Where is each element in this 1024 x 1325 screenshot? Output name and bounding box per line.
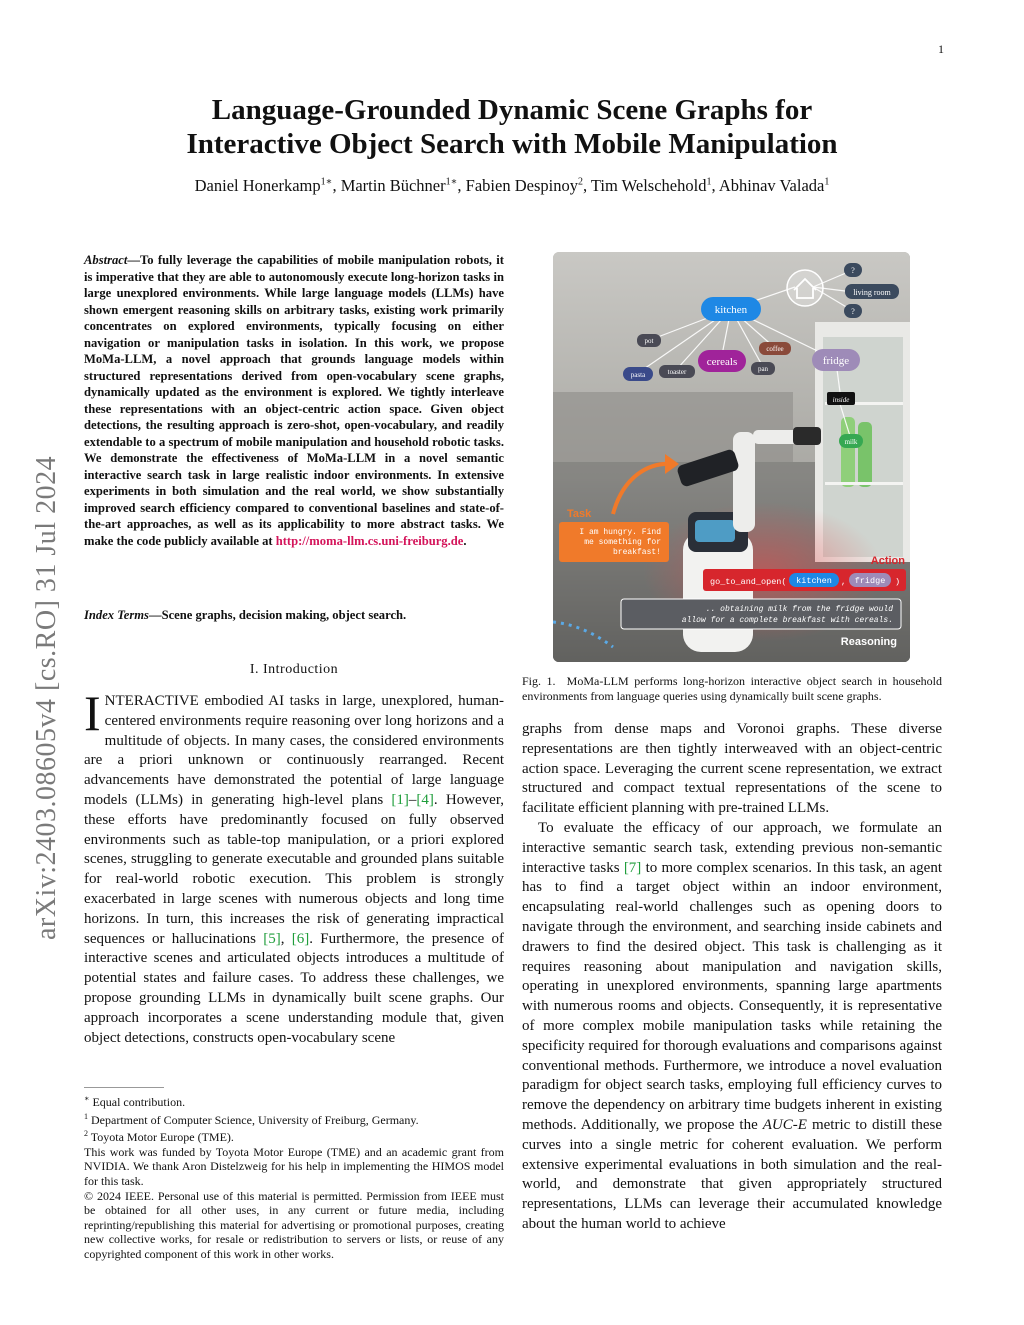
abstract (84, 252, 504, 549)
svg-text:living room: living room (853, 288, 891, 297)
task-line-2: me something for (584, 538, 661, 547)
house-node (787, 270, 823, 306)
footnote-equal (84, 1092, 504, 1110)
intro-p1: embodied AI tasks in large, unexplored, human-centered environments require reasoning over long horizons and a multitude of objects. In many cases, the considered environments are a priori unknown or continuously rearranged. Recent advancements have demonstrated the potential of large language models (LLMs) in generating high-level plans (84, 693, 504, 808)
author-3-affil: 2 (577, 176, 583, 188)
svg-text:?: ? (851, 307, 855, 316)
node-pot (637, 334, 661, 347)
footnote-affil-2 (84, 1127, 504, 1145)
footnote-text: Toyota Motor Europe (TME). (88, 1130, 234, 1145)
intro-text (84, 685, 505, 1048)
right-column-text (522, 720, 942, 1235)
svg-text:coffee: coffee (766, 345, 784, 353)
svg-text:,: , (841, 577, 847, 587)
caption-text: MoMa-LLM performs long-horizon interactive object search in household environments from language queries using dynamically built scene graphs. (522, 674, 943, 703)
svg-text:inside: inside (832, 396, 850, 404)
citation-5[interactable]: [5] (263, 930, 281, 947)
node-unknown-1 (844, 263, 862, 277)
node-coffee (759, 342, 791, 355)
auc-e-term: AUC-E (762, 1116, 807, 1133)
svg-text:kitchen: kitchen (796, 576, 832, 586)
author-5: Abhinav Valada (718, 176, 825, 195)
svg-text:?: ? (851, 266, 855, 275)
svg-text:go_to_and_open(: go_to_and_open( (710, 577, 787, 587)
svg-text:fridge: fridge (822, 355, 850, 367)
task-line-3: breakfast! (612, 548, 661, 557)
node-living-room (845, 284, 899, 299)
svg-text:pan: pan (757, 365, 769, 373)
svg-text:toaster: toaster (667, 368, 687, 376)
svg-text:Action: Action (870, 555, 905, 567)
intro-first-word: NTERACTIVE (104, 693, 199, 709)
dropcap: I (84, 685, 101, 741)
footnote-text: Equal contribution. (89, 1095, 186, 1109)
node-unknown-2 (844, 304, 862, 318)
author-1-affil: 1∗ (320, 176, 333, 188)
footnote-mark: 2 (84, 1129, 88, 1139)
author-1: Daniel Honerkamp (194, 176, 321, 195)
author-5-affil: 1 (824, 176, 830, 188)
footnote-text: Department of Computer Science, University of Freiburg, Germany. (88, 1112, 419, 1127)
node-milk (839, 434, 863, 448)
node-kitchen (701, 297, 761, 321)
citation-sep: – (408, 791, 417, 808)
node-pan (751, 362, 775, 375)
citation-6[interactable]: [6] (291, 930, 310, 947)
task-line-1: I am hungry. Find (579, 528, 661, 537)
paragraph-2 (522, 819, 942, 1235)
figure-1 (553, 252, 910, 662)
footnotes (84, 1087, 504, 1262)
caption-label: Fig. 1. (522, 674, 556, 688)
citation-sep: , (280, 930, 292, 947)
author-4: Tim Welschehold (590, 176, 707, 195)
intro-p3: . Furthermore, the presence of interactive scenes and articulated objects introduces a multitude of potential states and failure cases. To address these challenges, we propose grounding LLMs in dynamically built scene graphs. Our approach incorporates a scene understanding module that, given object detections, constructs open-vocabulary scene (84, 930, 505, 1046)
node-inside (827, 392, 855, 405)
reasoning-line-1: .. obtaining milk from the fridge would (705, 605, 893, 614)
figure-illustration (553, 252, 910, 662)
paragraph-1: graphs from dense maps and Voronoi graphs. These diverse representations are then tightly interweaved with an object-centric action space. Leveraging the current scene representation, we extract structured and compact textual representations of the scene to facilitate efficient planning with pre-trained LLMs. (522, 721, 942, 817)
abstract-lead: Abstract (84, 253, 128, 267)
svg-text:kitchen: kitchen (714, 304, 748, 316)
author-4-affil: 1 (706, 176, 712, 188)
title-line-2: Interactive Object Search with Mobile Manipulation (186, 128, 838, 160)
svg-text:pot: pot (644, 337, 654, 345)
svg-text:pasta: pasta (630, 371, 646, 379)
abstract-body: —To fully leverage the capabilities of mobile manipulation robots, it is imperative that they are able to autonomously execute long-horizon tasks in large unexplored environments. While large language models (LLMs) have shown emergent reasoning skills on arbitrary tasks, existing work primarily concentrates on explored environments, typically focusing on either navigation or manipulation tasks in isolation. In this work, we propose MoMa-LLM, a novel approach that grounds language models within structured representations derived from open-vocabulary scene graphs, dynamically updated as the environment is explored. We tightly interleave these representations with an object-centric action space. Given object detections, the resulting approach is zero-shot, open-vocabulary, and readily extendable to a spectrum of mobile manipulation and household robotic tasks. We demonstrate the effectiveness of MoMa-LLM in a novel semantic interactive search task in large realistic indoor environments. In extensive experiments in both simulation and the real world, we show substantially improved search efficiency compared to conventional baselines and state-of-the-art approaches, as well as its applicability to more abstract tasks. We make the code publicly available at (84, 253, 504, 548)
citation-7[interactable]: [7] (623, 859, 642, 876)
footnote-funding: This work was funded by Toyota Motor Europe (TME) and an academic grant from NVIDIA. We thank Aron Distelzweig for his help in implementing the HIMOS model for this task. (84, 1144, 504, 1188)
arxiv-stamp[interactable]: arXiv:2403.08605v4 [cs.RO] 31 Jul 2024 (31, 455, 62, 940)
author-list: Daniel Honerkamp$^{1∗}$, Martin Büchner$^{1∗}$, Fabien Despinoy$^2$, Tim Welschehold$^1$, Abhinav Valada$^1$ (194, 176, 830, 195)
svg-text:): ) (895, 577, 901, 587)
node-pasta (623, 367, 653, 381)
author-2: Martin Büchner (340, 176, 446, 195)
citation-4[interactable]: [4] (416, 791, 434, 808)
paragraph-2-b: to more complex scenarios. In this task, an agent has to find a target object within an indoor environment, encapsulating real-world challenges such as opening doors to navigate through the environment, and searching inside cabinets and drawers to find the desired object. This task is challenging as it requires reasoning about manipulation and navigation skills, operating in unexplored environments, spanning large apartments with numerous rooms and objects. Consequently, it is representative of more complex mobile manipulation tasks while retaining the specificity required for thorough evaluations and comparisons against conventional methods. Furthermore, we introduce a novel evaluation paradigm for object search tasks, employing full efficiency curves to remove the dependency on arbitrary time budgets inherent in existing methods. Additionally, we propose the (522, 859, 943, 1133)
intro-p2: . However, these efforts have predominantly focused on fully observed environments such as table-top manipulation, or a priori explored scenes, struggling to generate executable and grounded plans suitable for real-world robotic execution. This problem is strongly exacerbated in large scenes with numerous objects and long time horizons. In turn, this increases the risk of generating impractical sequences or hallucinations (84, 791, 504, 947)
citation-1[interactable]: [1] (391, 791, 409, 808)
svg-text:cereals: cereals (706, 356, 738, 368)
abstract-end: . (463, 533, 467, 548)
node-toaster (659, 365, 695, 378)
paragraph-2-a: To evaluate the efficacy of our approach, we formulate an interactive semantic search task, extending previous non-semantic interactive tasks (522, 819, 942, 876)
svg-text:fridge: fridge (854, 576, 886, 586)
author-3: Fabien Despinoy (465, 176, 578, 195)
svg-text:Task: Task (567, 508, 592, 520)
section-heading: I. Introduction (249, 662, 339, 677)
svg-text:milk: milk (844, 438, 858, 446)
index-terms-body: —Scene graphs, decision making, object search. (148, 608, 407, 622)
footnote-mark: ∗ (84, 1094, 90, 1103)
figure-caption (522, 674, 942, 704)
footnote-copyright: © 2024 IEEE. Personal use of this material is permitted. Permission from IEEE must be obtained for all other uses, in any current or future media, including reprinting/republishing this material for advertising or promotional purposes, creating new collective works, for resale or redistribution to servers or lists, or reuse of any copyrighted component of this work in other works. (84, 1188, 504, 1261)
footnote-mark: 1 (84, 1111, 88, 1121)
node-cereals (698, 350, 746, 372)
code-link[interactable]: http://moma-llm.cs.uni-freiburg.de (275, 533, 464, 548)
node-fridge (812, 349, 860, 371)
reasoning-line-2: allow for a complete breakfast with cereals. (681, 616, 893, 625)
footnote-rule (84, 1087, 164, 1088)
index-terms (84, 607, 504, 624)
index-terms-lead: Index Terms (84, 608, 149, 622)
svg-text:Reasoning: Reasoning (840, 636, 897, 648)
footnote-affil-1 (84, 1110, 504, 1128)
paragraph-2-c: metric to distill these curves into a single metric for coherent evaluation. We perform extensive experimental evaluations in both simulation and the real-world, and demonstrate that given appropriately structured representations, LLMs can leverage their accumulated knowledge about the human world to achieve (522, 1116, 942, 1232)
page-number: 1 (938, 42, 944, 56)
title-line-1: Language-Grounded Dynamic Scene Graphs for (211, 94, 813, 126)
paper-title (0, 93, 1024, 161)
author-2-affil: 1∗ (445, 176, 458, 188)
kitchen-counter (553, 392, 793, 462)
